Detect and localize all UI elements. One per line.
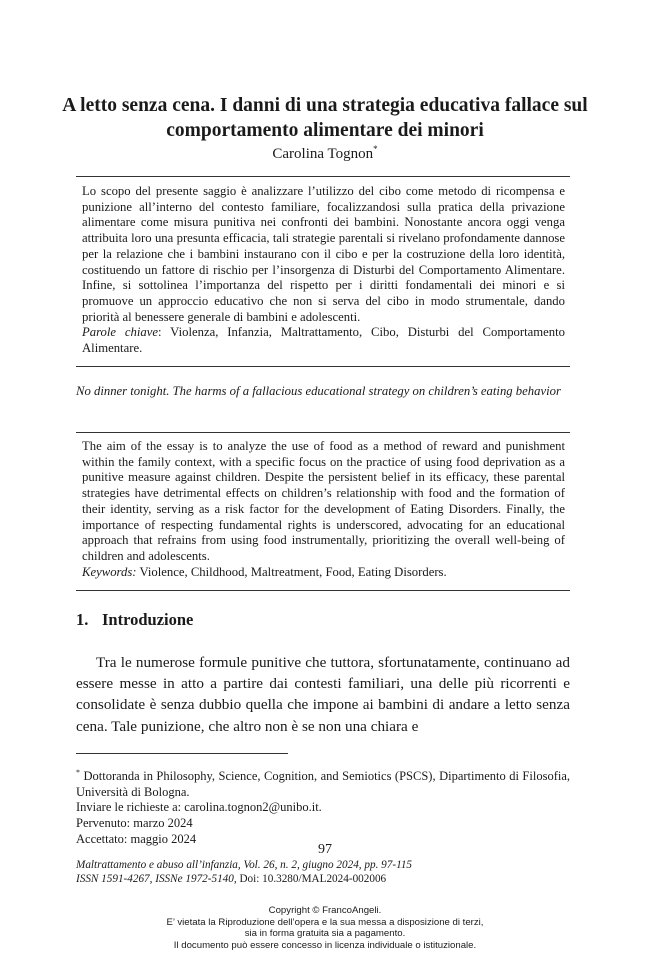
keywords-it: : Violenza, Infanzia, Maltrattamento, Cibo, Disturbi del Comportamento Alimentare. xyxy=(82,325,565,356)
abstract-en-bottom-rule xyxy=(76,590,570,591)
footnote xyxy=(76,765,570,847)
abstract-en-top-rule xyxy=(76,432,570,433)
abstract-it-bottom-rule xyxy=(76,366,570,367)
footnote-rule xyxy=(76,753,288,754)
author-line xyxy=(60,144,590,163)
body-paragraph: Tra le numerose formule punitive che tuttora, sfortunatamente, continuano ad essere messe in atto a partire dai contesti familiari, una delle più ricorrenti e consolidate è senza dubbio quella che impone ai bambini di andare a letto senza cena. Tale punizione, che altro non è se non una chiara e xyxy=(76,654,570,735)
abstract-en-text: The aim of the essay is to analyze the use of food as a method of reward and punishment within the family context, with a specific focus on the practice of using food deprivation as a punitive measure against children. Despite the persistent belief in its efficacy, these parental strategies have detrimental effects on children’s relationship with food and the formation of their identity, serving as a risk factor for the development of Eating Disorders. Finally, the importance of respecting fundamental rights is underscored, advocating for an educational approach that refrains from using food instrumentally, prioritizing the overall well-being of children and adolescents. xyxy=(82,439,565,563)
abstract-it-text: Lo scopo del presente saggio è analizzare l’utilizzo del cibo come metodo di ricompensa e punizione all’interno del contesto familiare, focalizzandosi sulla pratica della privazione alimentare come misura punitiva nei confronti dei bambini. Nonostante ancora oggi venga attribuita loro una presunta efficacia, tali strategie parentali si rivelano profondamente dannose per la relazione che i bambini instaurano con il cibo e per la costruzione della loro identità, costituendo un fattore di rischio per l’insorgenza di Disturbi del Comportamento Alimentare. Infine, si sottolinea l’importanza del rispetto per i diritti fondamentali dei minori e si promuove un approccio educativo che non si serva del cibo in modo strumentale, dando priorità al benessere generale di bambini e adolescenti. xyxy=(82,184,565,324)
citation-issn: ISSN 1591-4267, ISSNe 1972-5140, xyxy=(76,873,237,886)
copyright-notice xyxy=(0,905,650,951)
abstract-italian xyxy=(82,184,565,357)
article-title: A letto senza cena. I danni di una strategia educativa fallace sul comportamento alimentare dei minori xyxy=(62,95,588,141)
keywords-en: Violence, Childhood, Maltreatment, Food, Eating Disorders. xyxy=(136,564,447,579)
copyright-line-4: Il documento può essere concesso in licenza individuale o istituzionale. xyxy=(173,939,477,951)
footnote-received: Pervenuto: marzo 2024 xyxy=(76,815,193,830)
section-number: 1. xyxy=(76,610,89,629)
page-number: 97 xyxy=(318,842,332,857)
keywords-en-label: Keywords: xyxy=(82,564,137,579)
footnote-accepted: Accettato: maggio 2024 xyxy=(76,831,197,846)
citation-journal: Maltrattamento e abuso all’infanzia, Vol. 26, n. 2, giugno 2024, pp. 97-115 xyxy=(76,859,413,871)
abstract-english xyxy=(82,439,565,580)
english-title: No dinner tonight. The harms of a fallacious educational strategy on children’s eating behavior xyxy=(76,384,561,398)
copyright-line-3: sia in forma gratuita sia a pagamento. xyxy=(244,928,406,940)
section-title: Introduzione xyxy=(102,610,194,629)
citation-block xyxy=(76,858,570,887)
author-name: Carolina Tognon xyxy=(272,146,374,162)
footnote-mark: * xyxy=(76,768,80,777)
keywords-it-label: Parole chiave xyxy=(82,325,159,340)
abstract-it-top-rule xyxy=(76,176,570,177)
copyright-line-2: E’ vietata la Riproduzione dell’opera e la sua messa a disposizione di terzi, xyxy=(166,916,484,928)
footnote-contact: Inviare le richieste a: carolina.tognon2@unibo.it. xyxy=(76,800,322,815)
author-footnote-mark[interactable]: * xyxy=(373,144,378,154)
section-heading xyxy=(76,610,193,630)
citation-doi: Doi: 10.3280/MAL2024-002006 xyxy=(236,873,387,886)
footnote-affiliation: Dottoranda in Philosophy, Science, Cognition, and Semiotics (PSCS), Dipartimento di Filosofia, Università di Bologna. xyxy=(76,769,570,799)
copyright-line-1: Copyright © FrancoAngeli. xyxy=(268,905,382,916)
